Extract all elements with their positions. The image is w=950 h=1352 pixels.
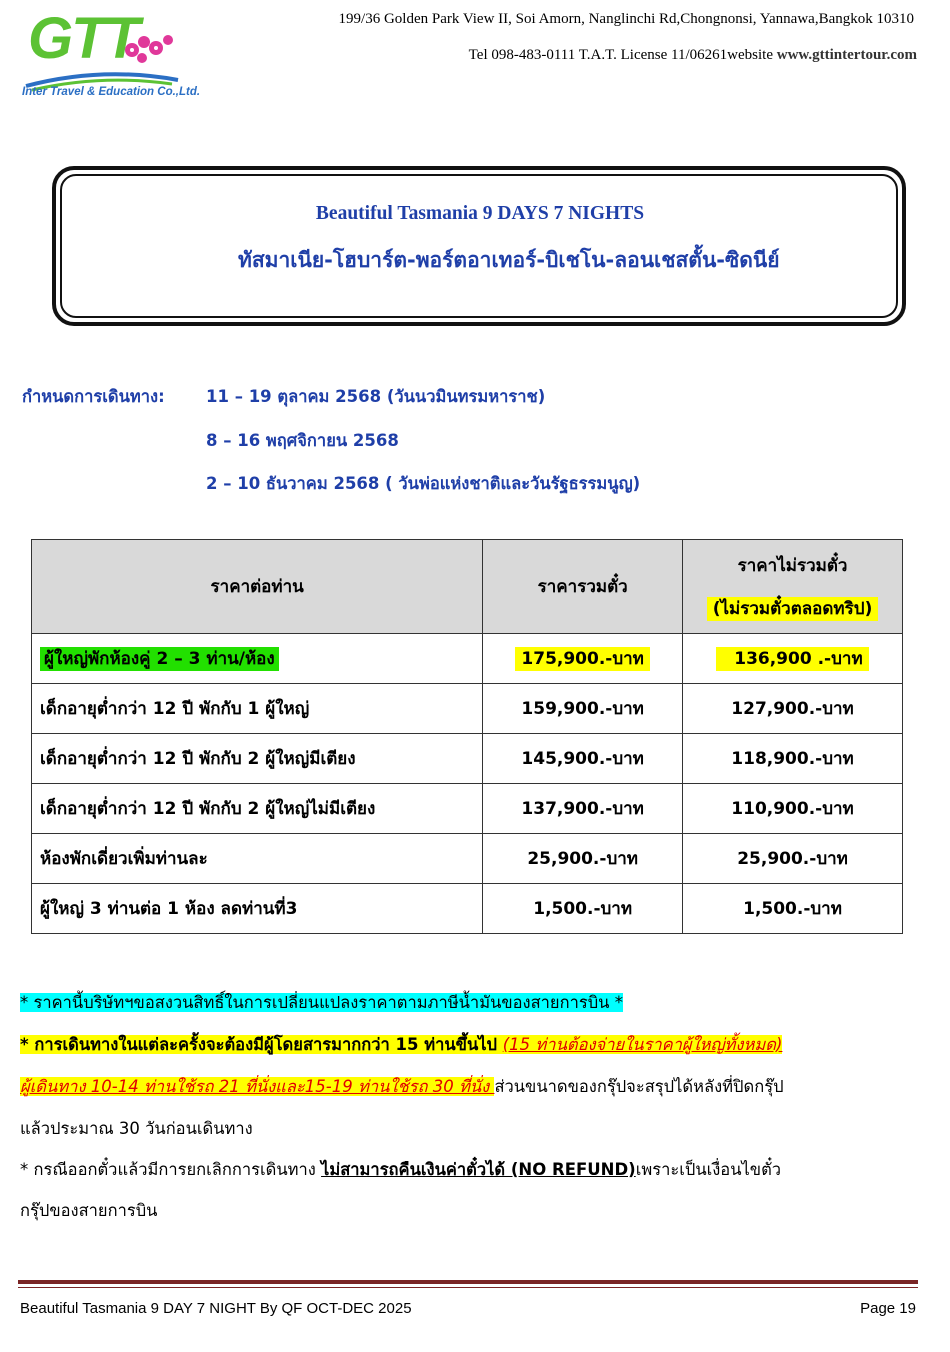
footer-title: Beautiful Tasmania 9 DAY 7 NIGHT By QF OCT-DEC 2025 <box>20 1300 412 1317</box>
row-label: เด็กอายุต่ำกว่า 12 ปี พักกับ 1 ผู้ใหญ่ <box>32 684 483 734</box>
note-bus-size-rest: ส่วนขนาดของกรุ๊ปจะสรุปได้หลังที่ปิดกรุ๊ป <box>494 1077 784 1096</box>
note-group-confirm: แล้วประมาณ 30 วันก่อนเดินทาง <box>20 1119 253 1138</box>
note-no-refund-cont: กรุ๊ปของสายการบิน <box>20 1201 158 1220</box>
website-link[interactable]: www.gttintertour.com <box>776 47 917 63</box>
footer-rule-thin <box>18 1287 918 1288</box>
row-price-without-ticket: 1,500.-บาท <box>683 884 903 934</box>
contact-text: Tel 098-483-0111 T.A.T. License 11/06261website <box>468 47 777 63</box>
note-bus-size <box>20 1074 784 1100</box>
header-without-ticket-line2-wrap <box>691 595 894 622</box>
row-price-with-ticket: 137,900.-บาท <box>483 784 683 834</box>
note-price-change <box>20 990 623 1016</box>
row-price-without-ticket: 110,900.-บาท <box>683 784 903 834</box>
row-price-with-ticket: 1,500.-บาท <box>483 884 683 934</box>
row-price-with-ticket <box>483 634 683 684</box>
logo-text: GTT <box>28 6 138 71</box>
row-label: เด็กอายุต่ำกว่า 12 ปี พักกับ 2 ผู้ใหญ่มีเตียง <box>32 734 483 784</box>
schedule-date-3: 2 – 10 ธันวาคม 2568 ( วันพ่อแห่งชาติและวันรัฐธรรมนูญ) <box>206 474 641 493</box>
row-price-without-ticket: 118,900.-บาท <box>683 734 903 784</box>
tour-title-thai: ทัสมาเนีย-โฮบาร์ต-พอร์ตอาเทอร์-บิเชโน-ลอนเชสตั้น-ซิดนีย์ <box>238 248 780 272</box>
table-row <box>32 734 903 784</box>
page-number: Page 19 <box>860 1300 916 1317</box>
row-label-text: ผู้ใหญ่พักห้องคู่ 2 – 3 ท่าน/ห้อง <box>40 647 279 671</box>
price-table <box>31 539 903 934</box>
schedule-label: กำหนดการเดินทาง: <box>22 387 165 406</box>
header-with-ticket: ราคารวมตั๋ว <box>483 540 683 634</box>
price-without-ticket-text: 136,900 .-บาท <box>716 647 868 671</box>
price-table-header <box>32 540 903 634</box>
note-min-passengers-bold: * การเดินทางในแต่ละครั้งจะต้องมีผู้โดยสารมากกว่า 15 ท่านขึ้นไป <box>20 1035 503 1054</box>
header-without-ticket-line2: (ไม่รวมตั๋วตลอดทริป) <box>707 597 879 621</box>
company-contact <box>469 47 917 64</box>
row-price-with-ticket: 25,900.-บาท <box>483 834 683 884</box>
table-row <box>32 684 903 734</box>
header-without-ticket-line1: ราคาไม่รวมตั๋ว <box>737 555 848 576</box>
table-row <box>32 884 903 934</box>
row-price-with-ticket: 159,900.-บาท <box>483 684 683 734</box>
note-min-passengers <box>20 1032 782 1058</box>
company-address: 199/36 Golden Park View II, Soi Amorn, Nanglinchi Rd,Chongnonsi, Yannawa,Bangkok 10310 <box>338 11 914 27</box>
note-no-refund-bold: ไม่สามารถคืนเงินค่าตั๋วได้ (NO REFUND) <box>321 1160 636 1179</box>
note-no-refund <box>20 1157 781 1183</box>
schedule-date-2: 8 – 16 พฤศจิกายน 2568 <box>206 431 399 450</box>
note-price-change-text: * ราคานี้บริษัทฯขอสงวนสิทธิ์ในการเปลี่ยนแปลงราคาตามภาษีน้ำมันของสายการบิน * <box>20 993 623 1012</box>
note-min-passengers-red1: (15 ท่านต้องจ่ายในราคาผู้ใหญ่ทั้งหมด) <box>502 1035 783 1054</box>
logo-subtitle: Inter Travel & Education Co.,Ltd. <box>22 86 201 98</box>
row-price-without-ticket: 25,900.-บาท <box>683 834 903 884</box>
note-bus-size-red: ผู้เดินทาง 10-14 ท่านใช้รถ 21 ที่นั่งและ15-19 ท่านใช้รถ 30 ที่นั่ง <box>20 1077 495 1096</box>
header-price-per-person: ราคาต่อท่าน <box>32 540 483 634</box>
row-price-without-ticket: 127,900.-บาท <box>683 684 903 734</box>
row-price-without-ticket <box>683 634 903 684</box>
row-price-with-ticket: 145,900.-บาท <box>483 734 683 784</box>
note-no-refund-a: * กรณีออกตั๋วแล้วมีการยกเลิกการเดินทาง <box>20 1160 322 1179</box>
row-label: เด็กอายุต่ำกว่า 12 ปี พักกับ 2 ผู้ใหญ่ไม่มีเตียง <box>32 784 483 834</box>
table-row <box>32 634 903 684</box>
row-label <box>32 634 483 684</box>
row-label: ห้องพักเดี่ยวเพิ่มท่านละ <box>32 834 483 884</box>
tour-title-english: Beautiful Tasmania 9 DAYS 7 NIGHTS <box>315 203 645 224</box>
note-no-refund-b: เพราะเป็นเงื่อนไขตั๋ว <box>635 1160 782 1179</box>
table-row <box>32 834 903 884</box>
schedule-date-1: 11 – 19 ตุลาคม 2568 (วันนวมินทรมหาราช) <box>206 387 546 406</box>
header-without-ticket <box>683 540 903 634</box>
table-row <box>32 784 903 834</box>
price-with-ticket-text: 175,900.-บาท <box>515 647 650 671</box>
row-label: ผู้ใหญ่ 3 ท่านต่อ 1 ห้อง ลดท่านที่3 <box>32 884 483 934</box>
footer-rule <box>18 1280 918 1284</box>
